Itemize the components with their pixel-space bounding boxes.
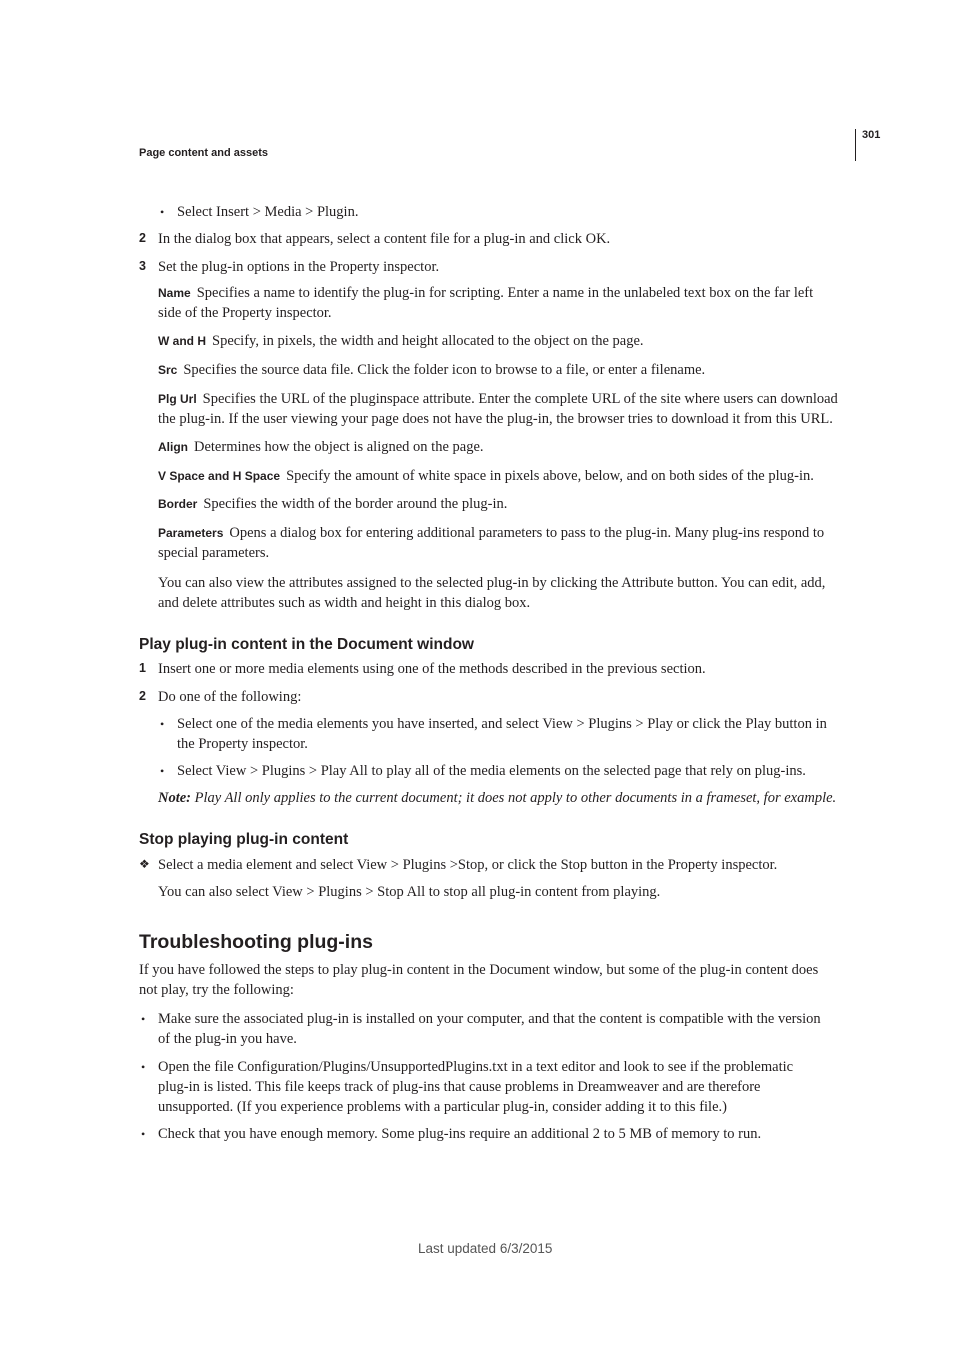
option-desc: Specify the amount of white space in pixels above, below, and on both sides of the plug-in. xyxy=(286,468,814,484)
step-number: 2 xyxy=(139,231,146,245)
option-name xyxy=(158,283,858,323)
bullet-line: Select one of the media elements you have inserted, and select View > Plugins > Play or click the Play button in xyxy=(177,716,827,732)
step-text: Set the plug-in options in the Property inspector. xyxy=(158,259,440,275)
play-bullet-2: Select View > Plugins > Play All to play all of the media elements on the selected page that rely on plug-ins. xyxy=(177,763,806,779)
step-text: In the dialog box that appears, select a content file for a plug-in and click OK. xyxy=(158,231,611,247)
header-rule xyxy=(855,129,856,161)
paragraph-line: not play, try the following: xyxy=(139,982,294,998)
option-term: Name xyxy=(158,286,191,300)
troubleshoot-bullet-2 xyxy=(158,1057,858,1117)
option-desc: Specifies the width of the border around the plug-in. xyxy=(203,496,508,512)
bullet-glyph: • xyxy=(141,1012,146,1026)
bullet-glyph: • xyxy=(160,764,165,778)
diamond-bullet-icon: ❖ xyxy=(139,857,150,871)
option-term: Parameters xyxy=(158,526,224,540)
option-v-space-h-space xyxy=(158,466,858,486)
option-desc: side of the Property inspector. xyxy=(158,305,332,321)
bullet-insert-text: Select Insert > Media > Plugin. xyxy=(177,204,359,220)
bullet-glyph: • xyxy=(160,205,165,219)
option-desc: Opens a dialog box for entering additional parameters to pass to the plug-in. Many plug-ins respond to xyxy=(229,525,825,541)
paragraph-line: You can also view the attributes assigned to the selected plug-in by clicking the Attribute button. You can edit, add, xyxy=(158,575,826,591)
option-term: Border xyxy=(158,497,198,511)
troubleshooting-intro xyxy=(139,960,859,1000)
section-title: Page content and assets xyxy=(139,147,268,159)
step-text: Insert one or more media elements using one of the methods described in the previous section. xyxy=(158,661,706,677)
play-section-heading: Play plug-in content in the Document window xyxy=(139,636,474,653)
paragraph-line: If you have followed the steps to play plug-in content in the Document window, but some of the plug-in content does xyxy=(139,962,819,978)
option-plg-url xyxy=(158,389,858,429)
option-src xyxy=(158,360,858,380)
option-term: V Space and H Space xyxy=(158,469,281,483)
footer-last-updated: Last updated 6/3/2015 xyxy=(418,1241,553,1256)
stop-paragraph: You can also select View > Plugins > Stop All to stop all plug-in content from playing. xyxy=(158,884,661,900)
bullet-line: of the plug-in you have. xyxy=(158,1031,297,1047)
stop-step-text: Select a media element and select View > Plugins >Stop, or click the Stop button in the Property inspector. xyxy=(158,857,778,873)
option-desc: Determines how the object is aligned on the page. xyxy=(194,439,484,455)
option-desc: Specifies a name to identify the plug-in for scripting. Enter a name in the unlabeled text box on the far left xyxy=(196,285,814,301)
option-desc: special parameters. xyxy=(158,545,270,561)
stop-section-heading: Stop playing plug-in content xyxy=(139,831,349,848)
option-desc: the plug-in. If the user viewing your page does not have the plug-in, the browser tries to download it from this URL. xyxy=(158,411,833,427)
play-bullet-1 xyxy=(177,714,867,754)
bullet-line: the Property inspector. xyxy=(177,736,308,752)
bullet-line: unsupported. (If you experience problems with a particular plug-in, consider adding it to this file.) xyxy=(158,1099,727,1115)
option-desc: Specify, in pixels, the width and height allocated to the object on the page. xyxy=(212,333,644,349)
paragraph-line: and delete attributes such as width and height in this dialog box. xyxy=(158,595,531,611)
option-term: Src xyxy=(158,363,178,377)
option-border xyxy=(158,494,858,514)
step-text: Do one of the following: xyxy=(158,689,302,705)
step-number: 2 xyxy=(139,689,146,703)
bullet-glyph: • xyxy=(141,1060,146,1074)
bullet-glyph: • xyxy=(141,1127,146,1141)
option-parameters xyxy=(158,523,858,563)
bullet-line: Open the file Configuration/Plugins/UnsupportedPlugins.txt in a text editor and look to see if the problematic xyxy=(158,1059,794,1075)
attributes-paragraph xyxy=(158,573,858,613)
bullet-line: Make sure the associated plug-in is installed on your computer, and that the content is compatible with the version xyxy=(158,1011,821,1027)
option-desc: Specifies the source data file. Click the folder icon to browse to a file, or enter a filename. xyxy=(183,362,706,378)
option-desc: Specifies the URL of the pluginspace attribute. Enter the complete URL of the site where users can download xyxy=(202,391,838,407)
step-number: 1 xyxy=(139,661,146,675)
option-term: Plg Url xyxy=(158,392,197,406)
option-align xyxy=(158,437,858,457)
bullet-glyph: • xyxy=(160,717,165,731)
troubleshoot-bullet-3: Check that you have enough memory. Some plug-ins require an additional 2 to 5 MB of memory to run. xyxy=(158,1126,762,1142)
page-number: 301 xyxy=(862,129,881,141)
note-label: Note: xyxy=(158,790,192,806)
option-w-and-h xyxy=(158,331,858,351)
note-text: Play All only applies to the current document; it does not apply to other documents in a frameset, for example. xyxy=(194,790,837,806)
step-number: 3 xyxy=(139,259,146,273)
option-term: Align xyxy=(158,440,188,454)
play-note xyxy=(158,788,858,808)
bullet-line: plug-in is listed. This file keeps track of plug-ins that cause problems in Dreamweaver and are therefore xyxy=(158,1079,761,1095)
troubleshooting-heading: Troubleshooting plug-ins xyxy=(139,931,373,953)
option-term: W and H xyxy=(158,334,206,348)
troubleshoot-bullet-1 xyxy=(158,1009,858,1049)
